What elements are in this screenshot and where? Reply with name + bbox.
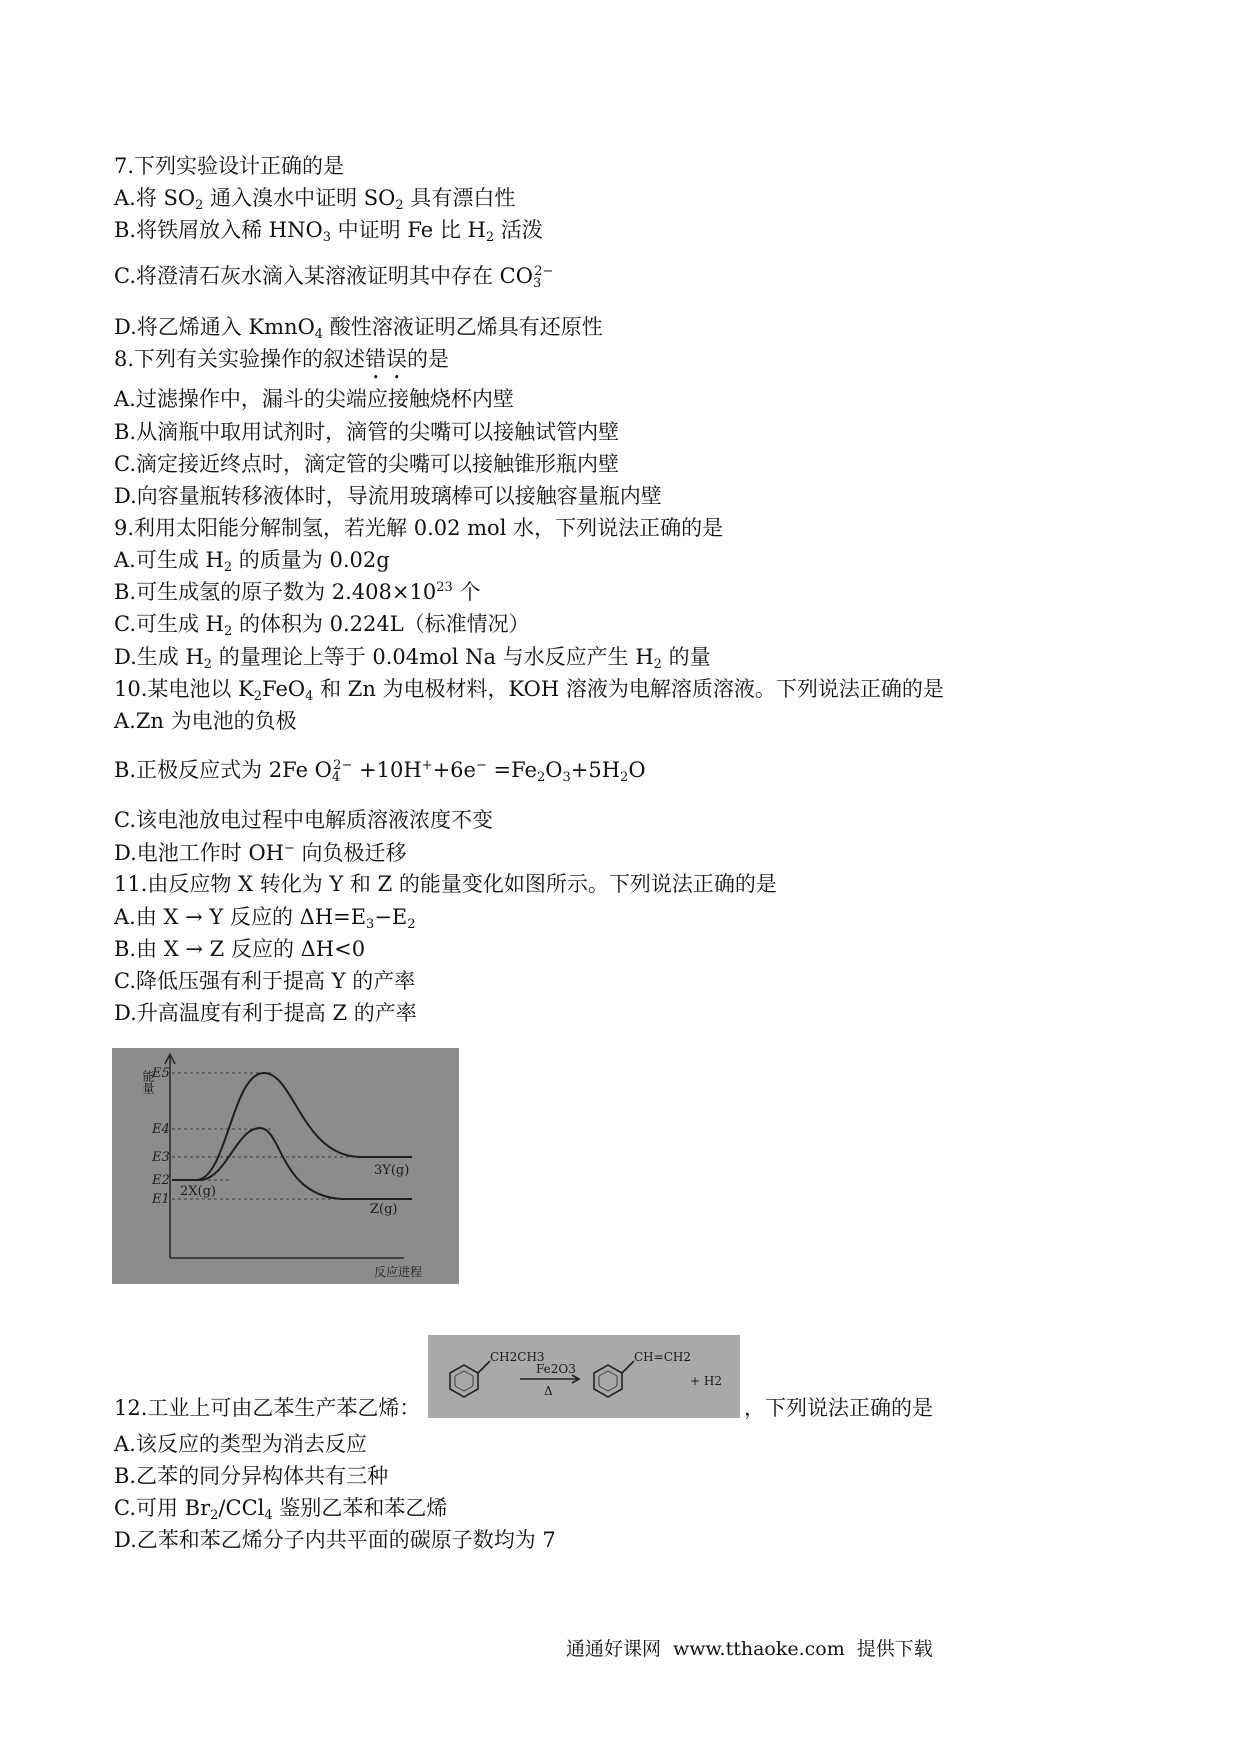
footer-url[interactable]: www.tthaoke.com [673,1638,845,1660]
q9-option-c: C.可生成 $H_2$ 的体积为 0.224L（标准情况） [114,612,530,639]
level-label-e2: E2 [152,1173,170,1188]
q12-stem-start: 12.工业上可由乙苯生产苯乙烯： [114,1396,421,1420]
q8-option-c: C.滴定接近终点时，滴定管的尖嘴可以接触锥形瓶内壁 [114,452,619,476]
footer-credit [566,1634,933,1661]
q8-option-d: D.向容量瓶转移液体时，导流用玻璃棒可以接触容量瓶内壁 [114,484,662,508]
q10-option-d: D.电池工作时 OH− 向负极迁移 [114,841,407,865]
reaction-scheme-svg [428,1335,740,1418]
q10-option-b: B.正极反应式为 2Fe $O_4^{2-} +10H^++6e^- =Fe_2O_3+5H_2O$ [114,758,646,785]
level-label-e3: E3 [152,1150,170,1165]
q8-stem: 8.下列有关实验操作的叙述错误的是 [114,347,450,371]
q9-option-d: D.生成 $H_2$ 的量理论上等于 0.04mol Na 与水反应产生 $H_2$ 的量 [114,645,711,672]
reaction-scheme-image [428,1335,740,1418]
q7-option-c: C.将澄清石灰水滴入某溶液证明其中存在 $CO_3^{2-}$ [114,264,554,291]
q11-stem: 11.由反应物 X 转化为 Y 和 Z 的能量变化如图所示。下列说法正确的是 [114,872,777,896]
emphasized-word: 错误 [365,347,408,371]
q9-option-b: B.可生成氢的原子数为 $2.408\times 10^{23}$ 个 [114,580,481,604]
vinyl-group: CH=CH2 [634,1350,691,1364]
q9-stem: 9.利用太阳能分解制氢，若光解 0.02 mol 水，下列说法正确的是 [114,516,724,540]
q7-option-a: A.将 $SO_2$ 通入溴水中证明 $SO_2$ 具有漂白性 [114,186,516,213]
q12-stem-end: ，下列说法正确的是 [744,1396,933,1420]
q10-option-c: C.该电池放电过程中电解质溶液浓度不变 [114,808,493,832]
footer-site-name: 通通好课网 [566,1638,662,1660]
label-2x: 2X(g) [180,1184,216,1199]
q11-option-c: C.降低压强有利于提高 Y 的产率 [114,969,416,993]
catalyst-label: Fe2O3 [536,1362,576,1376]
q10-stem: 10.某电池以 $K_2FeO_4$ 和 Zn 为电极材料，KOH 溶液为电解溶质溶液。下列说法正确的是 [114,677,944,704]
x-axis-label: 反应进程 [374,1265,423,1279]
footer-note: 提供下载 [856,1638,933,1660]
q8-option-b: B.从滴瓶中取用试剂时，滴管的尖嘴可以接触试管内壁 [114,420,620,444]
level-label-e5: E5 [152,1066,170,1081]
label-3y: 3Y(g) [374,1163,410,1178]
q11-option-b: B.由 X → Z 反应的 ΔH<0 [114,937,366,961]
q7-option-b: B.将铁屑放入稀 $HNO_3$ 中证明 Fe 比 $H_2$ 活泼 [114,218,543,245]
q12-option-b: B.乙苯的同分异构体共有三种 [114,1464,389,1488]
ethyl-group: CH2CH3 [490,1350,545,1364]
y-axis-label: 能量 [141,1070,155,1094]
energy-diagram-svg [112,1048,459,1284]
level-label-e1: E1 [152,1192,170,1207]
q8-option-a: A.过滤操作中，漏斗的尖端应接触烧杯内壁 [114,387,514,411]
label-z: Z(g) [370,1202,398,1217]
q12-option-c: C.可用 $Br_2/CCl_4$ 鉴别乙苯和苯乙烯 [114,1496,448,1523]
q11-option-a: A.由 X → Y 反应的 $\Delta H=E_3-E_2$ [114,905,416,932]
q10-option-a: A.Zn 为电池的负极 [114,709,297,733]
byproduct-h2: + H2 [690,1374,722,1388]
q7-option-d: D.将乙烯通入 KmnO$_4$ 酸性溶液证明乙烯具有还原性 [114,315,603,342]
condition-label: Δ [544,1384,553,1398]
q9-option-a: A.可生成 $H_2$ 的质量为 0.02g [114,548,390,575]
q11-option-d: D.升高温度有利于提高 Z 的产率 [114,1001,417,1025]
energy-diagram [112,1048,459,1284]
q7-stem: 7.下列实验设计正确的是 [114,154,345,178]
q12-option-a: A.该反应的类型为消去反应 [114,1432,367,1456]
q12-option-d: D.乙苯和苯乙烯分子内共平面的碳原子数均为 7 [114,1528,556,1552]
level-label-e4: E4 [152,1122,170,1137]
